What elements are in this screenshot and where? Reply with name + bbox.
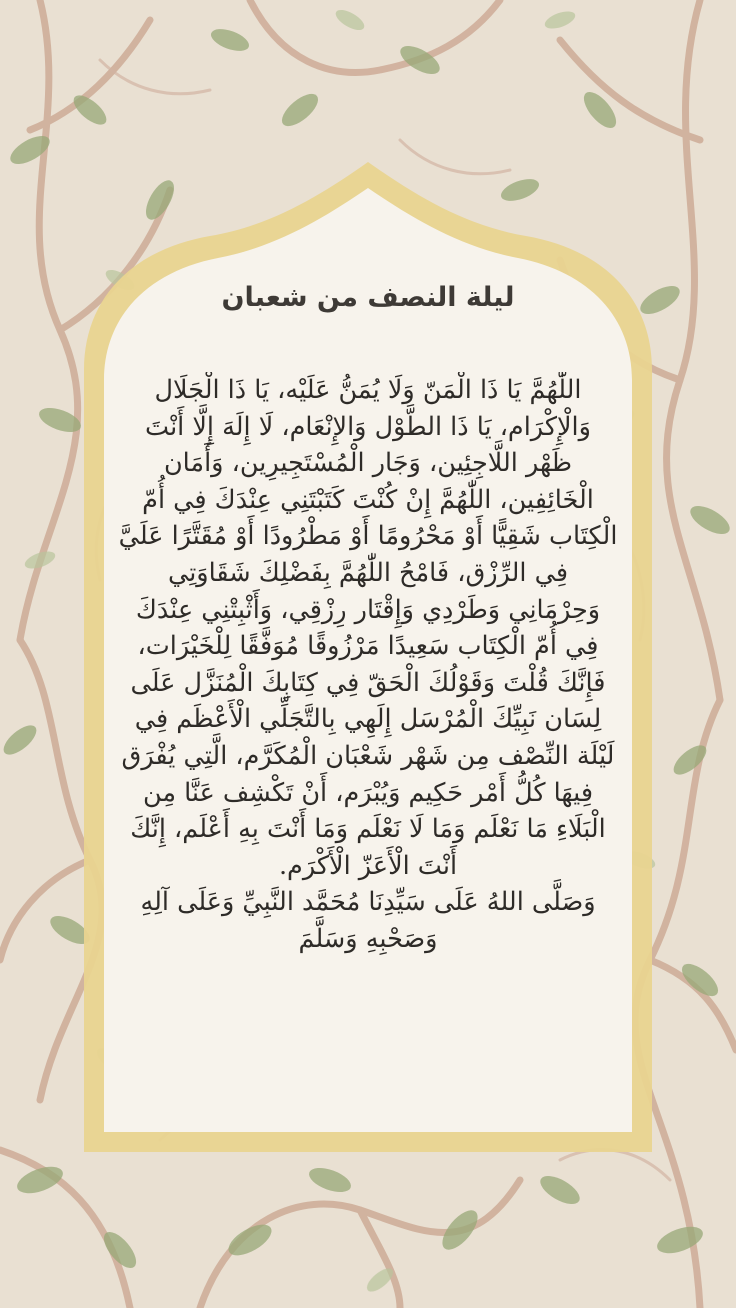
prayer-closing: وَصَلَّى اللهُ عَلَى سَيِّدِنَا مُحَمَّد النَّبِيِّ وَعَلَى آلِهِ وَصَحْبِهِ وَسَلَّمَ — [140, 887, 596, 954]
page-title: ليلة النصف من شعبان — [221, 282, 515, 313]
prayer-body: اللّٰهُمَّ يَا ذَا الْمَنّ وَلَا يُمَنُّ عَلَيْه، يَا ذَا الْجَلَال وَالْإِكْرَام، يَا ذَا الطَّوْل وَالإِنْعَام، لَا إِلَهَ إِلَّا أَنْتَ ظَهْر اللَّاجِئِين، وَجَار الْمُسْتَجِيرِين، وَأَمَان الْخَائِفِين، اللّٰهُمَّ إِنْ كُنْتَ كَتَبْتَنِي عِنْدَكَ فِي أُمّ الْكِتَاب شَقِيًّا أَوْ مَحْرُومًا أَوْ مَطْرُودًا أَوْ مُقَتَّرًا عَلَيَّ فِي الرِّزْق، فَامْحُ اللّٰهُمَّ بِفَضْلِكَ شَقَاوَتِي وَحِرْمَانِي وَطَرْدِي وَإِقْتَار رِزْقِي، وَأَثْبِتْنِي عِنْدَكَ فِي أُمّ الْكِتَاب سَعِيدًا مَرْزُوقًا مُوَفَّقًا لِلْخَيْرَات، فَإِنَّكَ قُلْتَ وَقَوْلُكَ الْحَقّ فِي كِتَابِكَ الْمُنَزَّل عَلَى لِسَان نَبِيِّكَ الْمُرْسَل إِلَهِي بِالتَّجَلِّي الْأَعْظَم فِي لَيْلَة النِّصْف مِن شَهْر شَعْبَان الْمُكَرَّم، الَّتِي يُفْرَق فِيهَا كُلُّ أَمْر حَكِيم وَيُبْرَم، أَنْ تَكْشِف عَنَّا مِن الْبَلَاءِ مَا نَعْلَم وَمَا لَا نَعْلَم وَمَا أَنْتَ بِهِ أَعْلَم، إِنَّكَ أَنْتَ الْأَعَزّ الْأَكْرَم. — [118, 375, 618, 881]
prayer-text — [118, 372, 618, 1092]
